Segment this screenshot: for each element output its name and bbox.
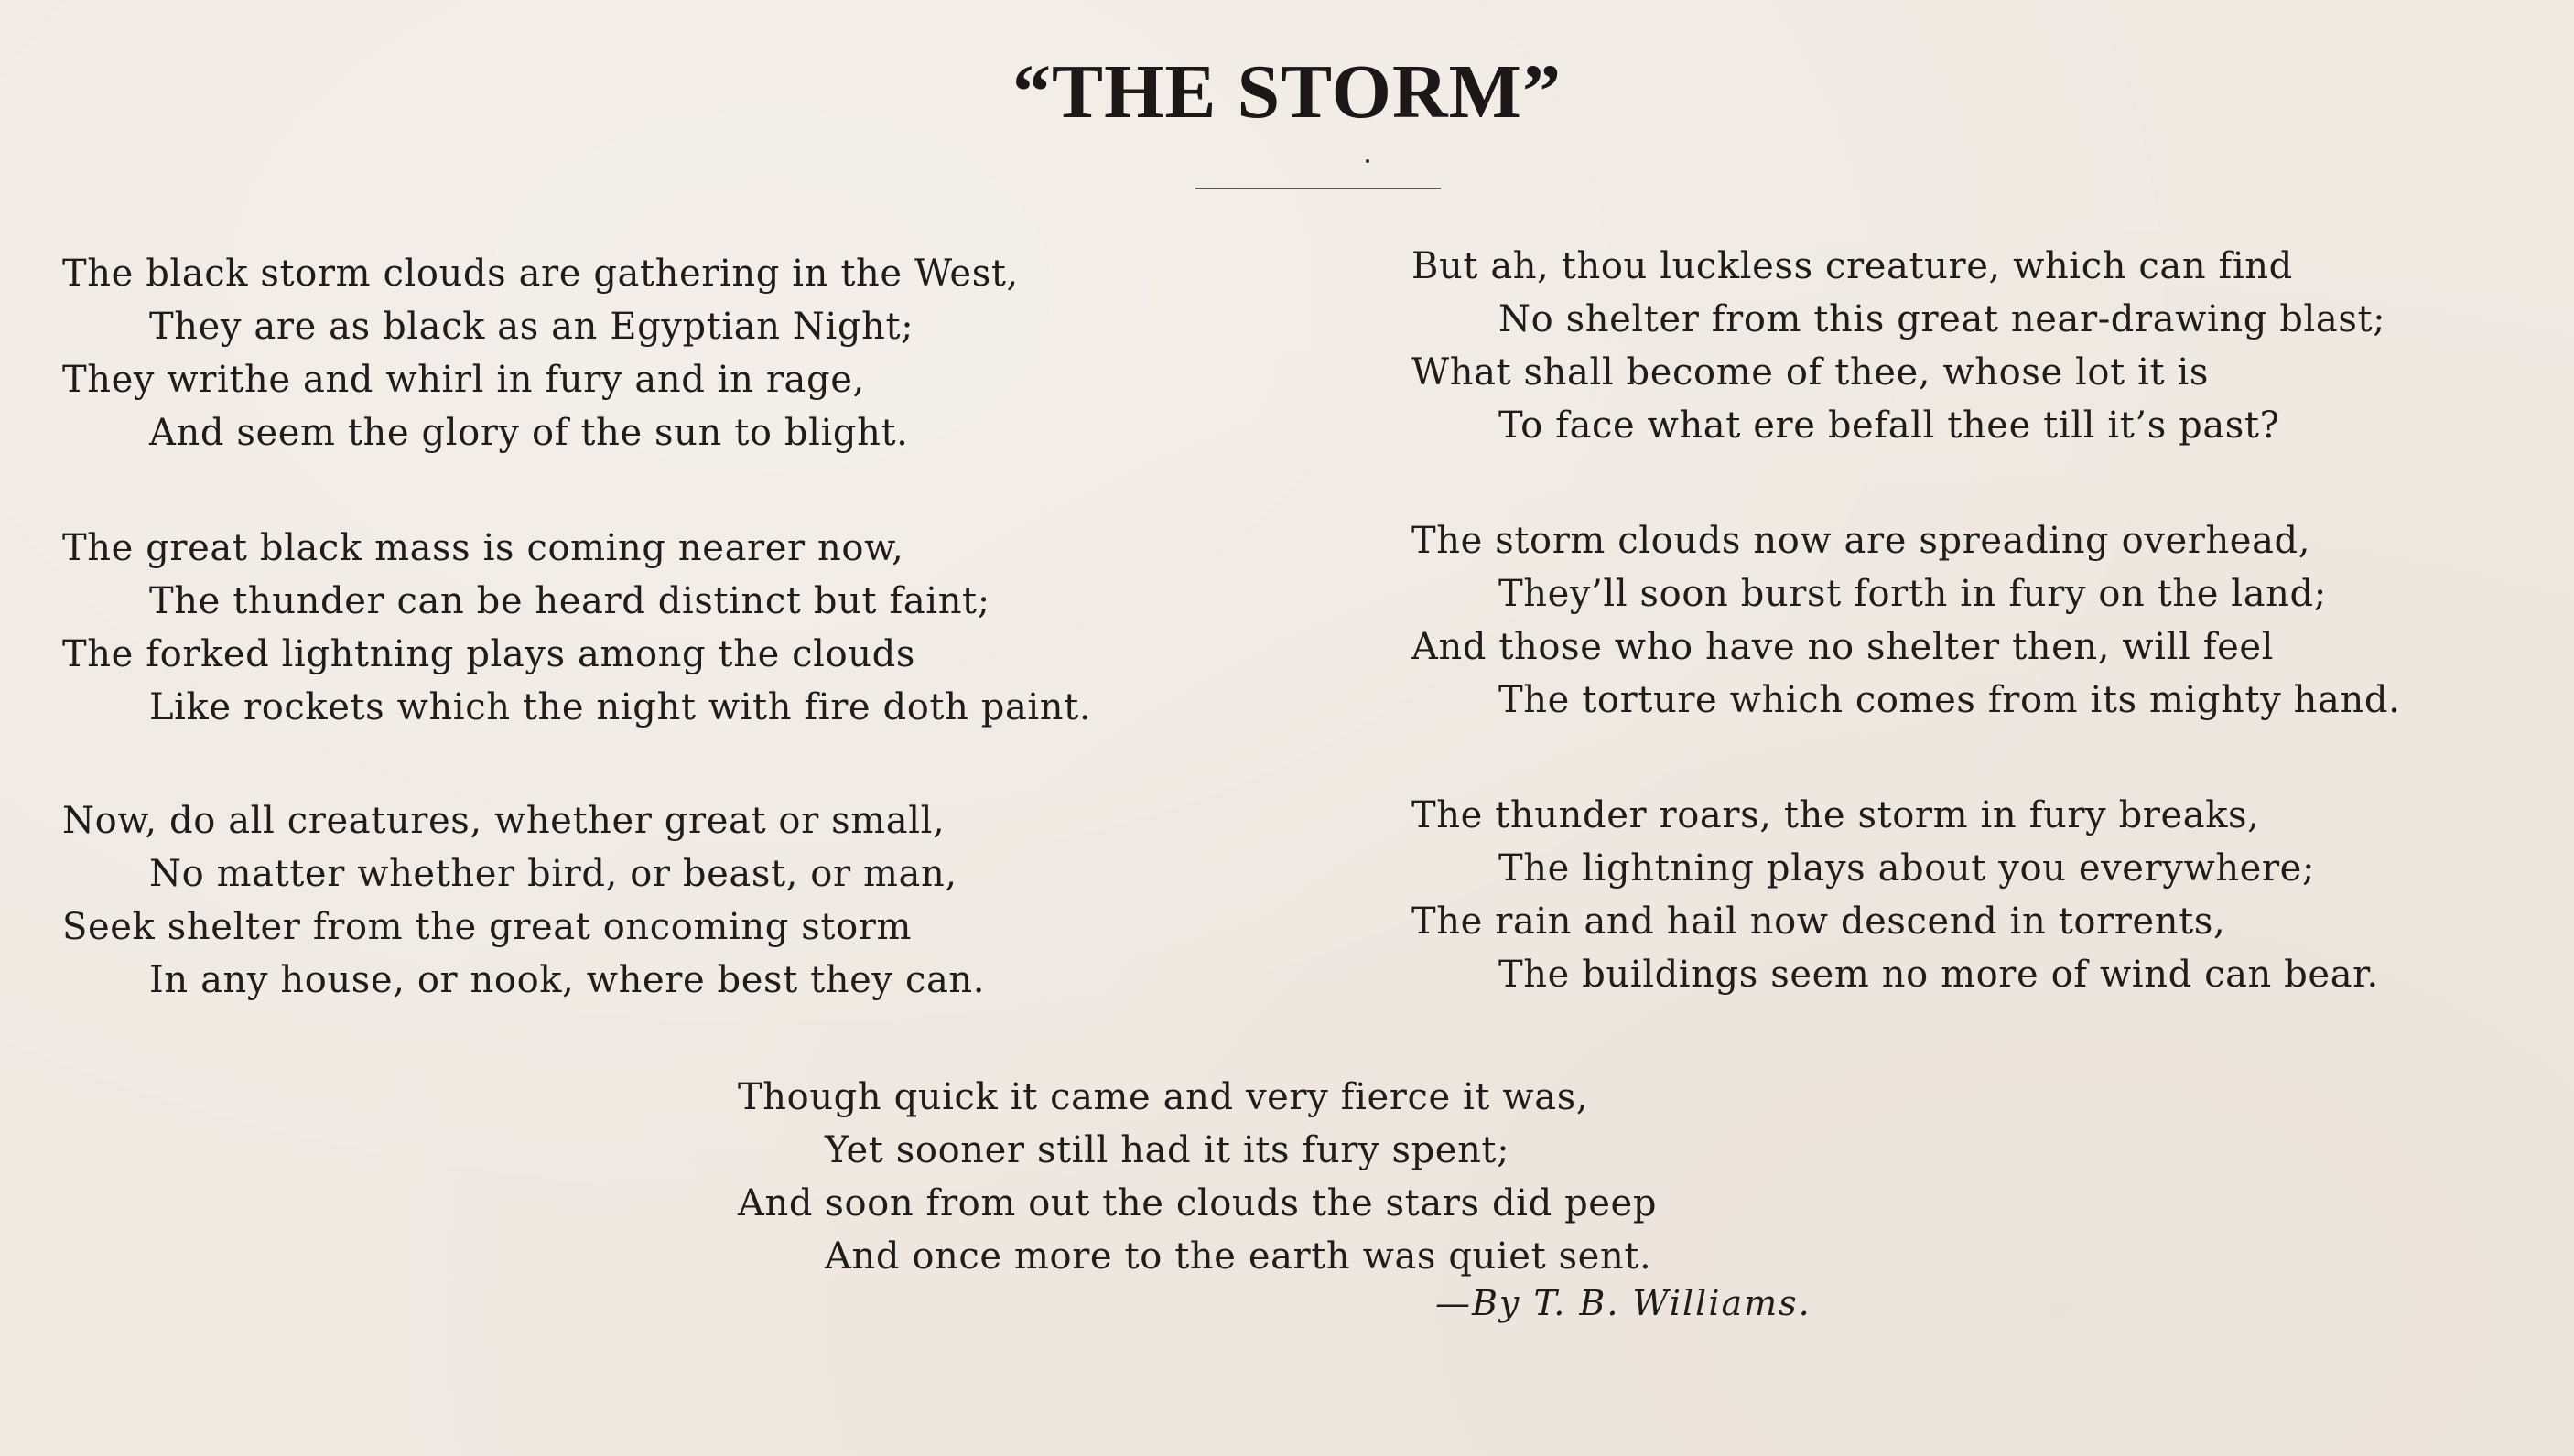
title-divider (1195, 188, 1441, 189)
poem-line: And soon from out the clouds the stars did peep (738, 1182, 1658, 1224)
poem-line: But ah, thou luckless creature, which can find (1411, 245, 2293, 287)
poem-line: The storm clouds now are spreading overhead, (1411, 520, 2311, 562)
author-signature: —By T. B. Williams. (1435, 1283, 1812, 1323)
poem-line: Though quick it came and very fierce it was, (738, 1076, 1589, 1118)
poem-line: Seek shelter from the great oncoming storm (62, 906, 913, 948)
poem-line: And once more to the earth was quiet sent. (825, 1235, 1652, 1278)
poem-line: The lightning plays about you everywhere; (1498, 847, 2316, 890)
stanza-1 (62, 247, 1019, 459)
poem-title: “THE STORM” (1012, 49, 1562, 135)
stanza-3 (62, 794, 985, 1007)
poem-line: No shelter from this great near-drawing blast; (1498, 298, 2386, 340)
stanza-2 (62, 522, 1091, 734)
poem-line: The thunder can be heard distinct but faint; (149, 580, 990, 622)
poem-line: The rain and hail now descend in torrents, (1411, 901, 2226, 943)
poem-line: They writhe and whirl in fury and in rage, (62, 359, 865, 401)
poem-line: The forked lightning plays among the clouds (62, 633, 915, 675)
poem-line: They’ll soon burst forth in fury on the land; (1498, 573, 2327, 615)
poem-line: The black storm clouds are gathering in the West, (62, 253, 1019, 295)
poem-line: Now, do all creatures, whether great or small, (62, 800, 946, 842)
poem-line: Yet sooner still had it its fury spent; (825, 1129, 1510, 1171)
poem-line: The buildings seem no more of wind can bear. (1498, 954, 2379, 996)
poem-line: No matter whether bird, or beast, or man, (149, 853, 957, 895)
title-dot (1366, 159, 1369, 163)
poem-line: To face what ere befall thee till it’s past? (1498, 404, 2280, 447)
stanza-6 (1411, 789, 2379, 1001)
poem-line: What shall become of thee, whose lot it is (1411, 351, 2210, 394)
poem-line: The torture which comes from its mighty hand. (1498, 679, 2401, 721)
poem-line: They are as black as an Egyptian Night; (149, 306, 914, 348)
stanza-7 (738, 1071, 1657, 1283)
stanza-4 (1411, 240, 2385, 452)
poem-line: In any house, or nook, where best they can. (149, 959, 986, 1001)
poem-line: The great black mass is coming nearer now, (62, 527, 904, 569)
poem-line: And seem the glory of the sun to blight. (149, 412, 909, 454)
poem-line: Like rockets which the night with fire doth paint. (149, 686, 1092, 728)
poem-line: The thunder roars, the storm in fury breaks, (1411, 794, 2260, 836)
stanza-5 (1411, 514, 2400, 727)
poem-line: And those who have no shelter then, will feel (1411, 626, 2275, 668)
